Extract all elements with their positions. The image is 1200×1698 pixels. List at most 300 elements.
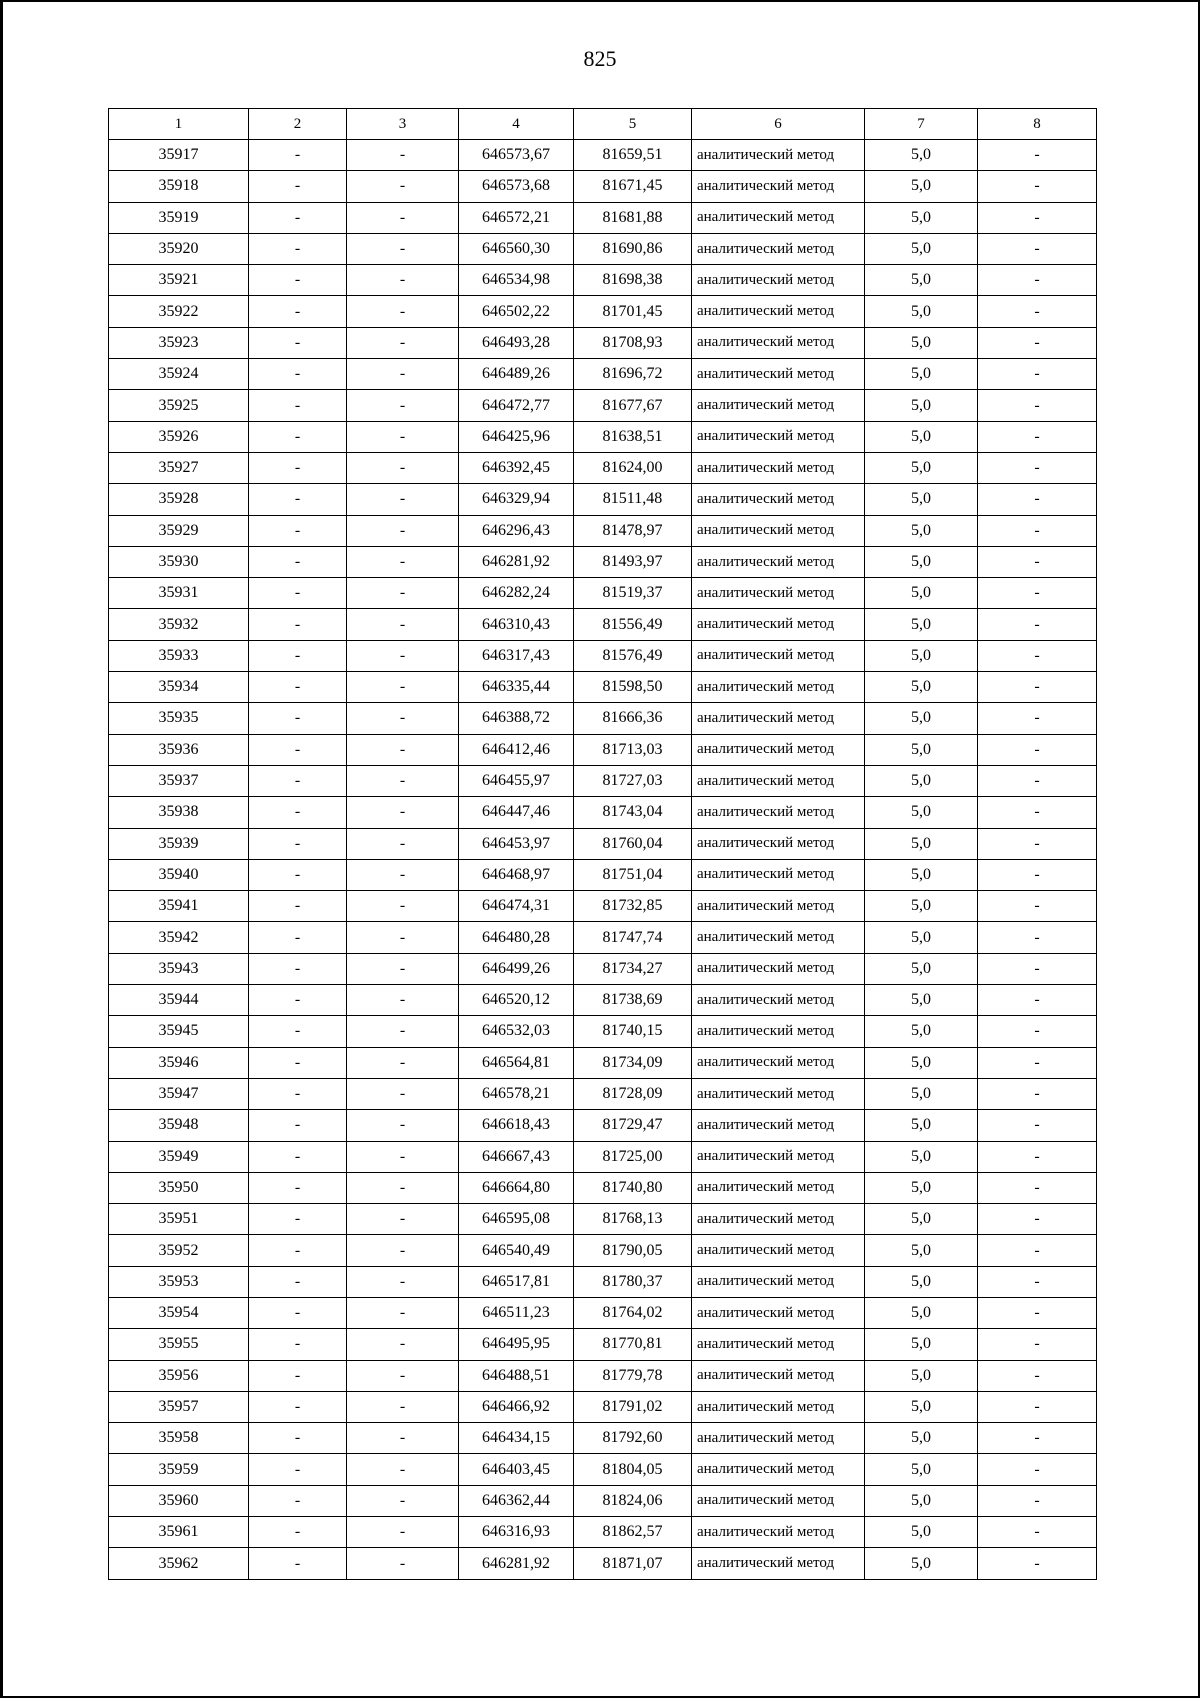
x-coordinate-cell: 646281,92 xyxy=(459,546,574,577)
accuracy-cell: 5,0 xyxy=(865,202,978,233)
point-number-cell: 35955 xyxy=(109,1329,249,1360)
accuracy-cell: 5,0 xyxy=(865,296,978,327)
col8-cell: - xyxy=(978,891,1097,922)
table-row xyxy=(109,1110,1097,1141)
point-number-cell: 35960 xyxy=(109,1485,249,1516)
x-coordinate-cell: 646578,21 xyxy=(459,1078,574,1109)
x-coordinate-cell: 646296,43 xyxy=(459,515,574,546)
y-coordinate-cell: 81738,69 xyxy=(574,985,692,1016)
col2-cell: - xyxy=(249,296,347,327)
table-row xyxy=(109,640,1097,671)
accuracy-cell: 5,0 xyxy=(865,953,978,984)
accuracy-cell: 5,0 xyxy=(865,546,978,577)
point-number-cell: 35924 xyxy=(109,359,249,390)
col3-cell: - xyxy=(347,891,459,922)
point-number-cell: 35932 xyxy=(109,609,249,640)
method-cell: аналитический метод xyxy=(692,1391,865,1422)
method-cell: аналитический метод xyxy=(692,859,865,890)
col8-cell: - xyxy=(978,1110,1097,1141)
table-row xyxy=(109,1329,1097,1360)
point-number-cell: 35928 xyxy=(109,484,249,515)
method-cell: аналитический метод xyxy=(692,1548,865,1579)
coordinates-table-container xyxy=(108,108,1096,1580)
col8-cell: - xyxy=(978,703,1097,734)
col8-cell: - xyxy=(978,1297,1097,1328)
x-coordinate-cell: 646329,94 xyxy=(459,484,574,515)
col8-cell: - xyxy=(978,1360,1097,1391)
accuracy-cell: 5,0 xyxy=(865,452,978,483)
col3-cell: - xyxy=(347,296,459,327)
col8-cell: - xyxy=(978,985,1097,1016)
method-cell: аналитический метод xyxy=(692,140,865,171)
col2-cell: - xyxy=(249,1110,347,1141)
y-coordinate-cell: 81598,50 xyxy=(574,672,692,703)
col3-cell: - xyxy=(347,1548,459,1579)
accuracy-cell: 5,0 xyxy=(865,985,978,1016)
col8-cell: - xyxy=(978,140,1097,171)
col3-cell: - xyxy=(347,985,459,1016)
accuracy-cell: 5,0 xyxy=(865,1141,978,1172)
point-number-cell: 35956 xyxy=(109,1360,249,1391)
method-cell: аналитический метод xyxy=(692,327,865,358)
table-row xyxy=(109,1141,1097,1172)
table-row xyxy=(109,891,1097,922)
table-row xyxy=(109,359,1097,390)
accuracy-cell: 5,0 xyxy=(865,421,978,452)
col8-cell: - xyxy=(978,171,1097,202)
accuracy-cell: 5,0 xyxy=(865,891,978,922)
method-cell: аналитический метод xyxy=(692,1454,865,1485)
x-coordinate-cell: 646572,21 xyxy=(459,202,574,233)
table-row xyxy=(109,452,1097,483)
col2-cell: - xyxy=(249,734,347,765)
point-number-cell: 35935 xyxy=(109,703,249,734)
col3-cell: - xyxy=(347,515,459,546)
col8-cell: - xyxy=(978,1172,1097,1203)
method-cell: аналитический метод xyxy=(692,1016,865,1047)
col3-cell: - xyxy=(347,1485,459,1516)
col8-cell: - xyxy=(978,296,1097,327)
col8-cell: - xyxy=(978,452,1097,483)
table-body xyxy=(109,140,1097,1580)
point-number-cell: 35950 xyxy=(109,1172,249,1203)
point-number-cell: 35919 xyxy=(109,202,249,233)
point-number-cell: 35944 xyxy=(109,985,249,1016)
col2-cell: - xyxy=(249,672,347,703)
accuracy-cell: 5,0 xyxy=(865,1110,978,1141)
accuracy-cell: 5,0 xyxy=(865,233,978,264)
table-row xyxy=(109,233,1097,264)
col2-cell: - xyxy=(249,233,347,264)
y-coordinate-cell: 81824,06 xyxy=(574,1485,692,1516)
col3-cell: - xyxy=(347,327,459,358)
y-coordinate-cell: 81770,81 xyxy=(574,1329,692,1360)
col8-cell: - xyxy=(978,672,1097,703)
col3-cell: - xyxy=(347,265,459,296)
table-row xyxy=(109,1485,1097,1516)
y-coordinate-cell: 81708,93 xyxy=(574,327,692,358)
col8-cell: - xyxy=(978,609,1097,640)
accuracy-cell: 5,0 xyxy=(865,1391,978,1422)
y-coordinate-cell: 81681,88 xyxy=(574,202,692,233)
column-header-6: 6 xyxy=(692,109,865,140)
col2-cell: - xyxy=(249,859,347,890)
col3-cell: - xyxy=(347,1454,459,1485)
col8-cell: - xyxy=(978,1204,1097,1235)
col2-cell: - xyxy=(249,1485,347,1516)
point-number-cell: 35940 xyxy=(109,859,249,890)
col2-cell: - xyxy=(249,140,347,171)
x-coordinate-cell: 646489,26 xyxy=(459,359,574,390)
x-coordinate-cell: 646425,96 xyxy=(459,421,574,452)
col3-cell: - xyxy=(347,452,459,483)
col3-cell: - xyxy=(347,1141,459,1172)
table-row xyxy=(109,1078,1097,1109)
point-number-cell: 35951 xyxy=(109,1204,249,1235)
method-cell: аналитический метод xyxy=(692,922,865,953)
accuracy-cell: 5,0 xyxy=(865,1329,978,1360)
x-coordinate-cell: 646502,22 xyxy=(459,296,574,327)
y-coordinate-cell: 81666,36 xyxy=(574,703,692,734)
method-cell: аналитический метод xyxy=(692,765,865,796)
table-row xyxy=(109,1016,1097,1047)
x-coordinate-cell: 646316,93 xyxy=(459,1517,574,1548)
col2-cell: - xyxy=(249,390,347,421)
col8-cell: - xyxy=(978,1548,1097,1579)
y-coordinate-cell: 81760,04 xyxy=(574,828,692,859)
x-coordinate-cell: 646564,81 xyxy=(459,1047,574,1078)
column-header-1: 1 xyxy=(109,109,249,140)
col3-cell: - xyxy=(347,171,459,202)
accuracy-cell: 5,0 xyxy=(865,1485,978,1516)
point-number-cell: 35936 xyxy=(109,734,249,765)
col8-cell: - xyxy=(978,515,1097,546)
col2-cell: - xyxy=(249,515,347,546)
col2-cell: - xyxy=(249,1016,347,1047)
y-coordinate-cell: 81747,74 xyxy=(574,922,692,953)
x-coordinate-cell: 646664,80 xyxy=(459,1172,574,1203)
y-coordinate-cell: 81751,04 xyxy=(574,859,692,890)
x-coordinate-cell: 646573,68 xyxy=(459,171,574,202)
table-row xyxy=(109,1454,1097,1485)
method-cell: аналитический метод xyxy=(692,359,865,390)
table-row xyxy=(109,390,1097,421)
method-cell: аналитический метод xyxy=(692,202,865,233)
point-number-cell: 35943 xyxy=(109,953,249,984)
col3-cell: - xyxy=(347,359,459,390)
col2-cell: - xyxy=(249,1454,347,1485)
col8-cell: - xyxy=(978,1454,1097,1485)
col2-cell: - xyxy=(249,1235,347,1266)
accuracy-cell: 5,0 xyxy=(865,1517,978,1548)
x-coordinate-cell: 646281,92 xyxy=(459,1548,574,1579)
y-coordinate-cell: 81624,00 xyxy=(574,452,692,483)
point-number-cell: 35941 xyxy=(109,891,249,922)
col2-cell: - xyxy=(249,891,347,922)
x-coordinate-cell: 646412,46 xyxy=(459,734,574,765)
y-coordinate-cell: 81690,86 xyxy=(574,233,692,264)
col2-cell: - xyxy=(249,421,347,452)
col3-cell: - xyxy=(347,1391,459,1422)
col8-cell: - xyxy=(978,1078,1097,1109)
point-number-cell: 35953 xyxy=(109,1266,249,1297)
accuracy-cell: 5,0 xyxy=(865,1266,978,1297)
table-row xyxy=(109,1423,1097,1454)
table-row xyxy=(109,484,1097,515)
table-row xyxy=(109,1360,1097,1391)
y-coordinate-cell: 81740,15 xyxy=(574,1016,692,1047)
table-row xyxy=(109,202,1097,233)
col8-cell: - xyxy=(978,1235,1097,1266)
col8-cell: - xyxy=(978,1485,1097,1516)
accuracy-cell: 5,0 xyxy=(865,359,978,390)
col2-cell: - xyxy=(249,452,347,483)
col2-cell: - xyxy=(249,1517,347,1548)
point-number-cell: 35938 xyxy=(109,797,249,828)
accuracy-cell: 5,0 xyxy=(865,1078,978,1109)
col2-cell: - xyxy=(249,922,347,953)
y-coordinate-cell: 81493,97 xyxy=(574,546,692,577)
y-coordinate-cell: 81659,51 xyxy=(574,140,692,171)
x-coordinate-cell: 646453,97 xyxy=(459,828,574,859)
x-coordinate-cell: 646282,24 xyxy=(459,578,574,609)
col2-cell: - xyxy=(249,1266,347,1297)
col8-cell: - xyxy=(978,922,1097,953)
col3-cell: - xyxy=(347,1266,459,1297)
x-coordinate-cell: 646595,08 xyxy=(459,1204,574,1235)
table-row xyxy=(109,1172,1097,1203)
col8-cell: - xyxy=(978,390,1097,421)
point-number-cell: 35961 xyxy=(109,1517,249,1548)
col2-cell: - xyxy=(249,828,347,859)
table-row xyxy=(109,140,1097,171)
x-coordinate-cell: 646573,67 xyxy=(459,140,574,171)
point-number-cell: 35918 xyxy=(109,171,249,202)
y-coordinate-cell: 81556,49 xyxy=(574,609,692,640)
page-number: 825 xyxy=(583,46,617,71)
point-number-cell: 35921 xyxy=(109,265,249,296)
col8-cell: - xyxy=(978,578,1097,609)
y-coordinate-cell: 81511,48 xyxy=(574,484,692,515)
col3-cell: - xyxy=(347,1297,459,1328)
method-cell: аналитический метод xyxy=(692,703,865,734)
accuracy-cell: 5,0 xyxy=(865,140,978,171)
x-coordinate-cell: 646388,72 xyxy=(459,703,574,734)
x-coordinate-cell: 646362,44 xyxy=(459,1485,574,1516)
x-coordinate-cell: 646392,45 xyxy=(459,452,574,483)
col3-cell: - xyxy=(347,1110,459,1141)
y-coordinate-cell: 81862,57 xyxy=(574,1517,692,1548)
col2-cell: - xyxy=(249,202,347,233)
col3-cell: - xyxy=(347,953,459,984)
y-coordinate-cell: 81576,49 xyxy=(574,640,692,671)
y-coordinate-cell: 81743,04 xyxy=(574,797,692,828)
col8-cell: - xyxy=(978,421,1097,452)
column-header-5: 5 xyxy=(574,109,692,140)
method-cell: аналитический метод xyxy=(692,672,865,703)
y-coordinate-cell: 81713,03 xyxy=(574,734,692,765)
col8-cell: - xyxy=(978,327,1097,358)
col3-cell: - xyxy=(347,703,459,734)
accuracy-cell: 5,0 xyxy=(865,1172,978,1203)
point-number-cell: 35958 xyxy=(109,1423,249,1454)
table-row xyxy=(109,828,1097,859)
col8-cell: - xyxy=(978,546,1097,577)
point-number-cell: 35952 xyxy=(109,1235,249,1266)
table-row xyxy=(109,296,1097,327)
method-cell: аналитический метод xyxy=(692,1141,865,1172)
x-coordinate-cell: 646455,97 xyxy=(459,765,574,796)
col3-cell: - xyxy=(347,828,459,859)
x-coordinate-cell: 646488,51 xyxy=(459,1360,574,1391)
col8-cell: - xyxy=(978,765,1097,796)
col3-cell: - xyxy=(347,859,459,890)
method-cell: аналитический метод xyxy=(692,985,865,1016)
y-coordinate-cell: 81701,45 xyxy=(574,296,692,327)
col8-cell: - xyxy=(978,640,1097,671)
accuracy-cell: 5,0 xyxy=(865,859,978,890)
col3-cell: - xyxy=(347,640,459,671)
y-coordinate-cell: 81740,80 xyxy=(574,1172,692,1203)
col2-cell: - xyxy=(249,765,347,796)
method-cell: аналитический метод xyxy=(692,1485,865,1516)
method-cell: аналитический метод xyxy=(692,421,865,452)
table-row xyxy=(109,1266,1097,1297)
point-number-cell: 35920 xyxy=(109,233,249,264)
col8-cell: - xyxy=(978,1329,1097,1360)
y-coordinate-cell: 81768,13 xyxy=(574,1204,692,1235)
table-row xyxy=(109,1047,1097,1078)
point-number-cell: 35959 xyxy=(109,1454,249,1485)
column-header-2: 2 xyxy=(249,109,347,140)
col2-cell: - xyxy=(249,797,347,828)
table-row xyxy=(109,859,1097,890)
col8-cell: - xyxy=(978,797,1097,828)
method-cell: аналитический метод xyxy=(692,484,865,515)
accuracy-cell: 5,0 xyxy=(865,1235,978,1266)
col3-cell: - xyxy=(347,1172,459,1203)
point-number-cell: 35923 xyxy=(109,327,249,358)
x-coordinate-cell: 646667,43 xyxy=(459,1141,574,1172)
point-number-cell: 35926 xyxy=(109,421,249,452)
col8-cell: - xyxy=(978,265,1097,296)
table-row xyxy=(109,953,1097,984)
column-header-7: 7 xyxy=(865,109,978,140)
point-number-cell: 35945 xyxy=(109,1016,249,1047)
method-cell: аналитический метод xyxy=(692,452,865,483)
method-cell: аналитический метод xyxy=(692,390,865,421)
method-cell: аналитический метод xyxy=(692,828,865,859)
x-coordinate-cell: 646317,43 xyxy=(459,640,574,671)
x-coordinate-cell: 646335,44 xyxy=(459,672,574,703)
col3-cell: - xyxy=(347,421,459,452)
col3-cell: - xyxy=(347,1235,459,1266)
col3-cell: - xyxy=(347,765,459,796)
method-cell: аналитический метод xyxy=(692,609,865,640)
accuracy-cell: 5,0 xyxy=(865,1454,978,1485)
col2-cell: - xyxy=(249,1360,347,1391)
accuracy-cell: 5,0 xyxy=(865,1423,978,1454)
method-cell: аналитический метод xyxy=(692,265,865,296)
point-number-cell: 35933 xyxy=(109,640,249,671)
method-cell: аналитический метод xyxy=(692,233,865,264)
col8-cell: - xyxy=(978,1391,1097,1422)
table-row xyxy=(109,985,1097,1016)
y-coordinate-cell: 81780,37 xyxy=(574,1266,692,1297)
y-coordinate-cell: 81725,00 xyxy=(574,1141,692,1172)
method-cell: аналитический метод xyxy=(692,1517,865,1548)
y-coordinate-cell: 81671,45 xyxy=(574,171,692,202)
col2-cell: - xyxy=(249,1391,347,1422)
col2-cell: - xyxy=(249,1423,347,1454)
col2-cell: - xyxy=(249,1047,347,1078)
point-number-cell: 35929 xyxy=(109,515,249,546)
table-row xyxy=(109,1548,1097,1579)
col8-cell: - xyxy=(978,359,1097,390)
method-cell: аналитический метод xyxy=(692,1423,865,1454)
x-coordinate-cell: 646468,97 xyxy=(459,859,574,890)
y-coordinate-cell: 81734,27 xyxy=(574,953,692,984)
col2-cell: - xyxy=(249,1297,347,1328)
method-cell: аналитический метод xyxy=(692,171,865,202)
col3-cell: - xyxy=(347,1517,459,1548)
accuracy-cell: 5,0 xyxy=(865,734,978,765)
table-row xyxy=(109,734,1097,765)
col2-cell: - xyxy=(249,359,347,390)
method-cell: аналитический метод xyxy=(692,1078,865,1109)
col3-cell: - xyxy=(347,1016,459,1047)
method-cell: аналитический метод xyxy=(692,515,865,546)
accuracy-cell: 5,0 xyxy=(865,609,978,640)
accuracy-cell: 5,0 xyxy=(865,703,978,734)
col8-cell: - xyxy=(978,828,1097,859)
y-coordinate-cell: 81638,51 xyxy=(574,421,692,452)
accuracy-cell: 5,0 xyxy=(865,390,978,421)
accuracy-cell: 5,0 xyxy=(865,922,978,953)
y-coordinate-cell: 81871,07 xyxy=(574,1548,692,1579)
x-coordinate-cell: 646474,31 xyxy=(459,891,574,922)
y-coordinate-cell: 81519,37 xyxy=(574,578,692,609)
x-coordinate-cell: 646493,28 xyxy=(459,327,574,358)
point-number-cell: 35927 xyxy=(109,452,249,483)
col2-cell: - xyxy=(249,953,347,984)
col2-cell: - xyxy=(249,546,347,577)
col8-cell: - xyxy=(978,734,1097,765)
col8-cell: - xyxy=(978,233,1097,264)
x-coordinate-cell: 646495,95 xyxy=(459,1329,574,1360)
accuracy-cell: 5,0 xyxy=(865,515,978,546)
col3-cell: - xyxy=(347,1329,459,1360)
accuracy-cell: 5,0 xyxy=(865,265,978,296)
point-number-cell: 35946 xyxy=(109,1047,249,1078)
accuracy-cell: 5,0 xyxy=(865,171,978,202)
point-number-cell: 35937 xyxy=(109,765,249,796)
y-coordinate-cell: 81791,02 xyxy=(574,1391,692,1422)
x-coordinate-cell: 646517,81 xyxy=(459,1266,574,1297)
accuracy-cell: 5,0 xyxy=(865,765,978,796)
col3-cell: - xyxy=(347,578,459,609)
x-coordinate-cell: 646403,45 xyxy=(459,1454,574,1485)
table-row xyxy=(109,1235,1097,1266)
column-header-8: 8 xyxy=(978,109,1097,140)
method-cell: аналитический метод xyxy=(692,1235,865,1266)
col8-cell: - xyxy=(978,1141,1097,1172)
column-header-4: 4 xyxy=(459,109,574,140)
method-cell: аналитический метод xyxy=(692,1047,865,1078)
y-coordinate-cell: 81804,05 xyxy=(574,1454,692,1485)
accuracy-cell: 5,0 xyxy=(865,1204,978,1235)
x-coordinate-cell: 646480,28 xyxy=(459,922,574,953)
